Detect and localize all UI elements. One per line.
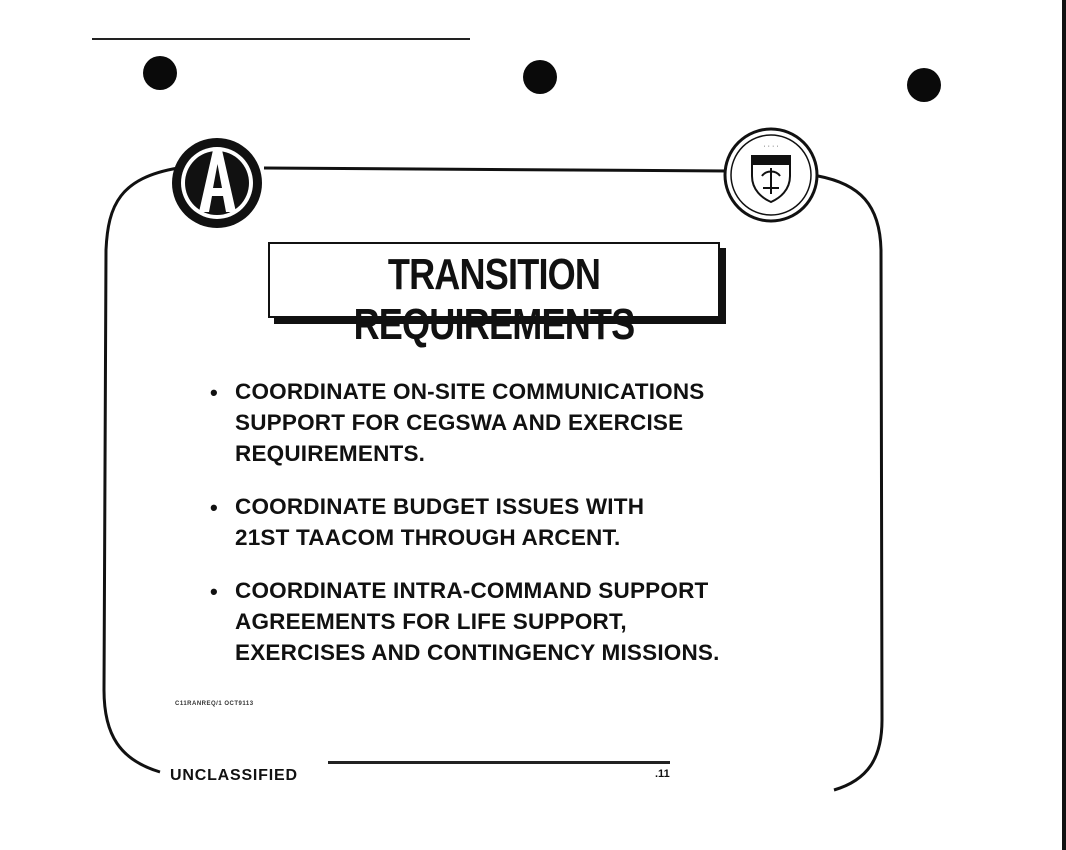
svg-text:· · · ·: · · · ·: [763, 143, 779, 150]
bullet-line: COORDINATE ON-SITE COMMUNICATIONS: [235, 379, 705, 404]
bullet-line: COORDINATE INTRA-COMMAND SUPPORT: [235, 578, 709, 603]
list-item: [210, 491, 830, 553]
bullet-line: EXERCISES AND CONTINGENCY MISSIONS.: [235, 640, 720, 665]
bullet-dot: •: [210, 380, 218, 405]
bullet-line: REQUIREMENTS.: [235, 441, 426, 466]
classification-label: UNCLASSIFIED: [170, 767, 298, 784]
army-a-emblem-icon: [170, 136, 264, 230]
bullet-dot: •: [210, 495, 218, 520]
list-item: [210, 376, 830, 469]
bullet-line: COORDINATE BUDGET ISSUES WITH: [235, 494, 645, 519]
slide-title-box: [268, 242, 720, 349]
page-number: .11: [655, 768, 670, 780]
bullet-line: AGREEMENTS FOR LIFE SUPPORT,: [235, 609, 627, 634]
bullet-line: 21ST TAACOM THROUGH ARCENT.: [235, 525, 621, 550]
bullet-list: [210, 376, 830, 690]
bullet-dot: •: [210, 579, 218, 604]
slide-title: TRANSITION REQUIREMENTS: [353, 250, 635, 349]
bottom-rule: [328, 761, 670, 764]
unit-seal-icon: [722, 126, 820, 224]
bullet-line: SUPPORT FOR CEGSWA AND EXERCISE: [235, 410, 684, 435]
list-item: [210, 575, 830, 668]
slide-file-code: C11RANREQ/1 OCT9113: [175, 701, 254, 707]
